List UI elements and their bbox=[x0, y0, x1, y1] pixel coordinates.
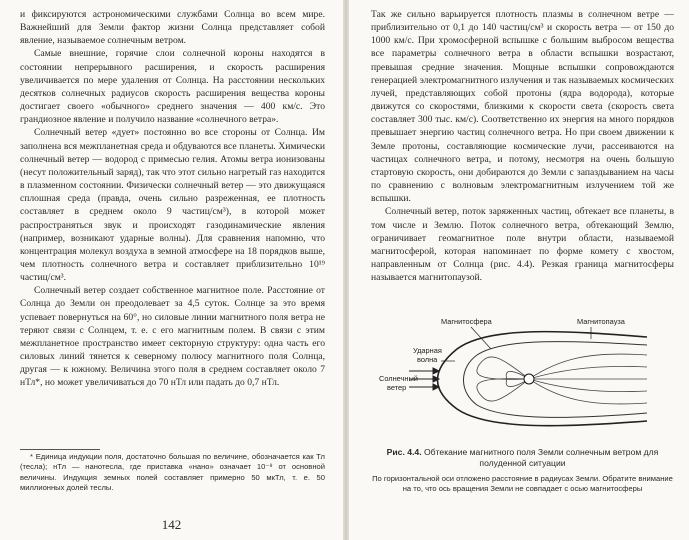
paragraph: Так же сильно варьируется плотность плазмы в солнечном ветре — приблизительно от 0,1 до 140 частиц/см³ и скорость ветра — от 150 до 1000 км/с. При хромосферной вспышке с большим выбросом вещества все параметры солнечного ветра в области вспышки возрастают, превышая средние значения. Мощные вспышки сопровождаются генерацией электромагнитного излучения и так называемых космических лучей, представляющих собой протоны (ядра водорода), которые движутся со скоростями, близкими к скорости света (скорость света составляет 300 тыс. км/с). Соответственно их энергия на много порядков превышает энергию частиц солнечного ветра. Но при своем движении к Земле протоны, составляющие космические лучи, рассеиваются на частицах солнечного ветра, и потому, несмотря на очень большую стартовую скорость, они добираются до Земли с запаздыванием на часы по сравнению с волновым электромагнитным излучением той же вспышки. bbox=[371, 9, 674, 205]
magnetosphere-figure bbox=[379, 315, 659, 441]
figure-number: Рис. 4.4. bbox=[386, 447, 422, 457]
footnote bbox=[20, 452, 325, 494]
magnetosphere-diagram bbox=[379, 315, 659, 441]
solar-wind-label: Солнечный bbox=[379, 374, 418, 383]
shock-wave-label: волна bbox=[417, 355, 438, 364]
right-page bbox=[349, 0, 689, 540]
footnote-divider bbox=[20, 449, 100, 450]
left-text-column bbox=[20, 8, 325, 390]
field-line bbox=[477, 357, 529, 379]
right-text-column bbox=[371, 8, 674, 284]
shock-wave-label: Ударная bbox=[413, 346, 442, 355]
earth-icon bbox=[524, 374, 534, 384]
figure-caption bbox=[371, 447, 674, 469]
field-line bbox=[529, 366, 647, 379]
leader-line bbox=[471, 327, 491, 349]
paragraph: и фиксируются астрономическими службами Солнца во всем мире. Важнейший для Земли фактор жизни Солнца представляет собой явление, называемое солнечным ветром. bbox=[20, 9, 325, 47]
paragraph: Солнечный ветер «дует» постоянно во все стороны от Солнца. Им заполнена вся межпланетная среда и обдуваются все планеты. Химически солнечный ветер — водород с примесью гелия. Атомы ветра ионизованы (несут положительный заряд), так что этот сильно нагретый газ находится в плазменном состоянии. Физически солнечный ветер — это движущаяся сплошная среда (правда, очень сильно разреженная, ее плотность составляет в среднем около 9 частиц/см³), в которой может распространяться звук и происходят газодинамические явления (например, возникают ударные волны). Для сравнения напомню, что концентрация молекул воздуха в земной атмосфере на 18 порядков выше, чем плотность солнечного ветра и составляет приблизительно 10¹⁹ частиц/см³. bbox=[20, 127, 325, 284]
left-page bbox=[0, 0, 343, 540]
figure-caption-text: Обтекание магнитного поля Земли солнечным ветром для полуденной ситуации bbox=[423, 447, 659, 468]
footnote-text: * Единица индукции поля, достаточно большая по величине, обозначается как Тл (тесла); нТл — нанотесла, где приставка «нано» означает 10⁻⁹ от основной величины. Индукция земных полей составляет примерно 50 мкТл, т. е. 50 миллионных долей теслы. bbox=[20, 452, 325, 493]
paragraph: Солнечный ветер создает собственное магнитное поле. Расстояние от Солнца до Земли он преодолевает за 4,5 суток. Солнце за это время успевает повернуться на 60°, но силовые линии магнитного поля ветра не теряют связи с Солнцем, т. е. с его магнитным полем. В связи с этим межпланетное пространство имеет секторную структуру: одна часть его силовых линий тянется к северному полюсу магнитного поля Солнца, другая — к южному. Величина этого поля в среднем составляет около 7 нТл*, но может увеличиваться до 70 нТл или падать до 0,7 нТл. bbox=[20, 285, 325, 389]
paragraph: Самые внешние, горячие слои солнечной короны находятся в состоянии непрерывного расширения, и скорость расширения увеличивается по мере удаления от Солнца. На расстоянии нескольких десятков солнечных радиусов скорость расширения вещества короны достигает своего «обычного» среднего значения — 400 км/с. Это грандиозное явление и получило название «солнечного ветра». bbox=[20, 48, 325, 126]
magnetopause-label: Магнитопауза bbox=[577, 317, 625, 326]
field-line bbox=[529, 379, 647, 392]
solar-wind-label: ветер bbox=[387, 383, 407, 392]
figure-note: По горизонтальной оси отложено расстояние в радиусах Земли. Обратите внимание на то, что ось вращения Земли не совпадает с осью магнитосферы bbox=[372, 474, 673, 494]
page-number: 142 bbox=[161, 517, 182, 532]
paragraph: Солнечный ветер, поток заряженных частиц, обтекает все планеты, в том числе и Землю. Поток солнечного ветра, обтекающий Землю, ограничивает геомагнитное поле внутри области, называемой магнитосферой, которая напоминает по форме комету с хвостом, направленным от Солнца (рис. 4.4). Резкая граница магнитосферы называется магнитопаузой. bbox=[371, 206, 674, 284]
magnetosphere-label: Магнитосфера bbox=[441, 317, 492, 326]
field-line bbox=[477, 379, 529, 401]
